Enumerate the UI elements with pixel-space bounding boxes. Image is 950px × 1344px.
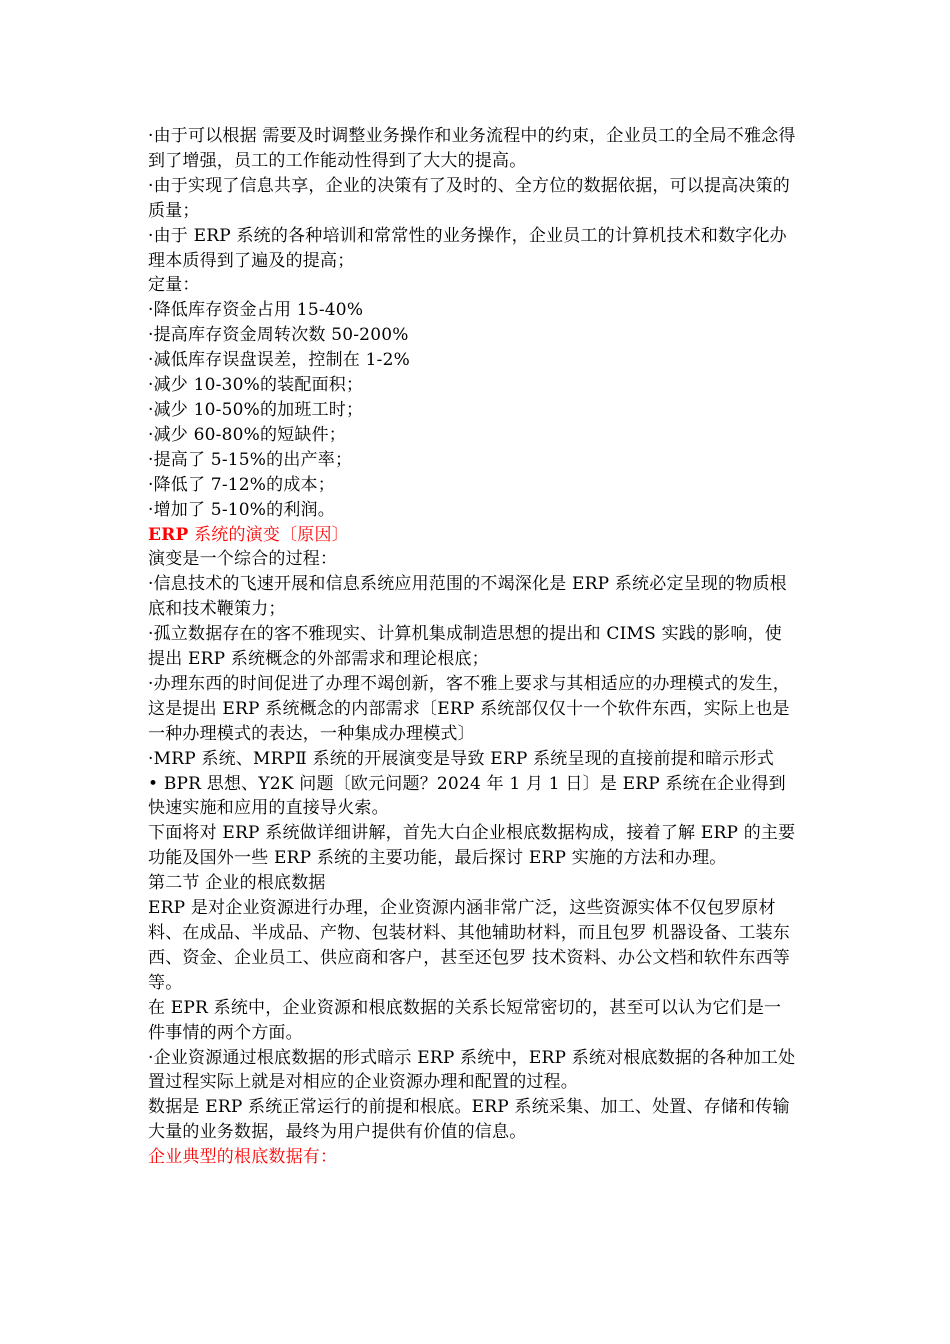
- list-item: ·减少 60-80%的短缺件；: [148, 424, 346, 445]
- paragraph: ·孤立数据存在的客不雅现实、计算机集成制造思想的提出和 CIMS 实践的影响，使提出 ERP 系统概念的外部需求和理论根底；: [148, 624, 782, 670]
- paragraph: ERP 是对企业资源进行办理，企业资源内涵非常广泛，这些资源实体不仅包罗原材料、在成品、半成品、产物、包装材料、其他辅助材料，而且包罗 机器设备、工装东西、资金、企业员工、供应商和客户，甚至还包罗 技术资料、办公文档和软件东西等等。: [148, 898, 791, 993]
- section-heading-erp-evolution: [148, 523, 798, 548]
- heading-rest: 系统的演变〔原因〕: [188, 524, 349, 545]
- paragraph: 数据是 ERP 系统正常运行的前提和根底。ERP 系统采集、加工、处置、存储和传输大量的业务数据，最终为用户提供有价值的信息。: [148, 1097, 790, 1143]
- list-item: ·减少 10-50%的加班工时；: [148, 399, 364, 420]
- document-page: [148, 124, 798, 1170]
- paragraph: ·MRP 系统、MRPⅡ 系统的开展演变是导致 ERP 系统呈现的直接前提和暗示形式: [148, 748, 774, 769]
- paragraph: 演变是一个综合的过程：: [148, 549, 338, 570]
- paragraph: • BPR 思想、Y2K 问题〔欧元问题？2024 年 1 月 1 日〕是 ERP 系统在企业得到快速实施和应用的直接导火索。: [148, 773, 786, 819]
- paragraph: ·由于实现了信息共享，企业的决策有了及时的、全方位的数据依据，可以提高决策的质量；: [148, 175, 791, 221]
- list-item: ·降低了 7-12%的成本；: [148, 474, 335, 495]
- list-item: ·增加了 5-10%的利润。: [148, 499, 335, 520]
- list-item: ·减少 10-30%的装配面积；: [148, 375, 364, 396]
- paragraph: 下面将对 ERP 系统做详细讲解，首先大白企业根底数据构成，接着了解 ERP 的主要功能及国外一些 ERP 系统的主要功能，最后探讨 ERP 实施的方法和办理。: [148, 823, 796, 869]
- paragraph: ·由于 ERP 系统的各种培训和常常性的业务操作，企业员工的计算机技术和数字化办理本质得到了遍及的提高；: [148, 225, 787, 271]
- paragraph: ·办理东西的时间促进了办理不竭创新，客不雅上要求与其相适应的办理模式的发生，这是提出 ERP 系统概念的内部需求〔ERP 系统部仅仅十一个软件东西，实际上也是一种办理模式的表达，一种集成办理模式〕: [148, 673, 791, 744]
- paragraph: ·信息技术的飞速开展和信息系统应用范围的不竭深化是 ERP 系统必定呈现的物质根底和技术鞭策力；: [148, 574, 787, 620]
- section-label-quantitative: 定量：: [148, 275, 200, 296]
- paragraph: ·企业资源通过根底数据的形式暗示 ERP 系统中，ERP 系统对根底数据的各种加工处置过程实际上就是对相应的企业资源办理和配置的过程。: [148, 1047, 796, 1093]
- section-title-basic-data: 第二节 企业的根底数据: [148, 873, 326, 894]
- heading-lead: ERP: [148, 524, 189, 545]
- section-heading-typical-basic-data: 企业典型的根底数据有：: [148, 1147, 338, 1168]
- paragraph: ·由于可以根据 需要及时调整业务操作和业务流程中的约束，企业员工的全局不雅念得到了增强，员工的工作能动性得到了大大的提高。: [148, 126, 796, 171]
- list-item: ·降低库存资金占用 15-40%: [148, 300, 364, 321]
- list-item: ·提高了 5-15%的出产率；: [148, 449, 353, 470]
- paragraph: 在 EPR 系统中，企业资源和根底数据的关系长短常密切的，甚至可以认为它们是一件事情的两个方面。: [148, 997, 782, 1043]
- list-item: ·提高库存资金周转次数 50-200%: [148, 325, 409, 346]
- list-item: ·减低库存误盘误差，控制在 1-2%: [148, 350, 410, 371]
